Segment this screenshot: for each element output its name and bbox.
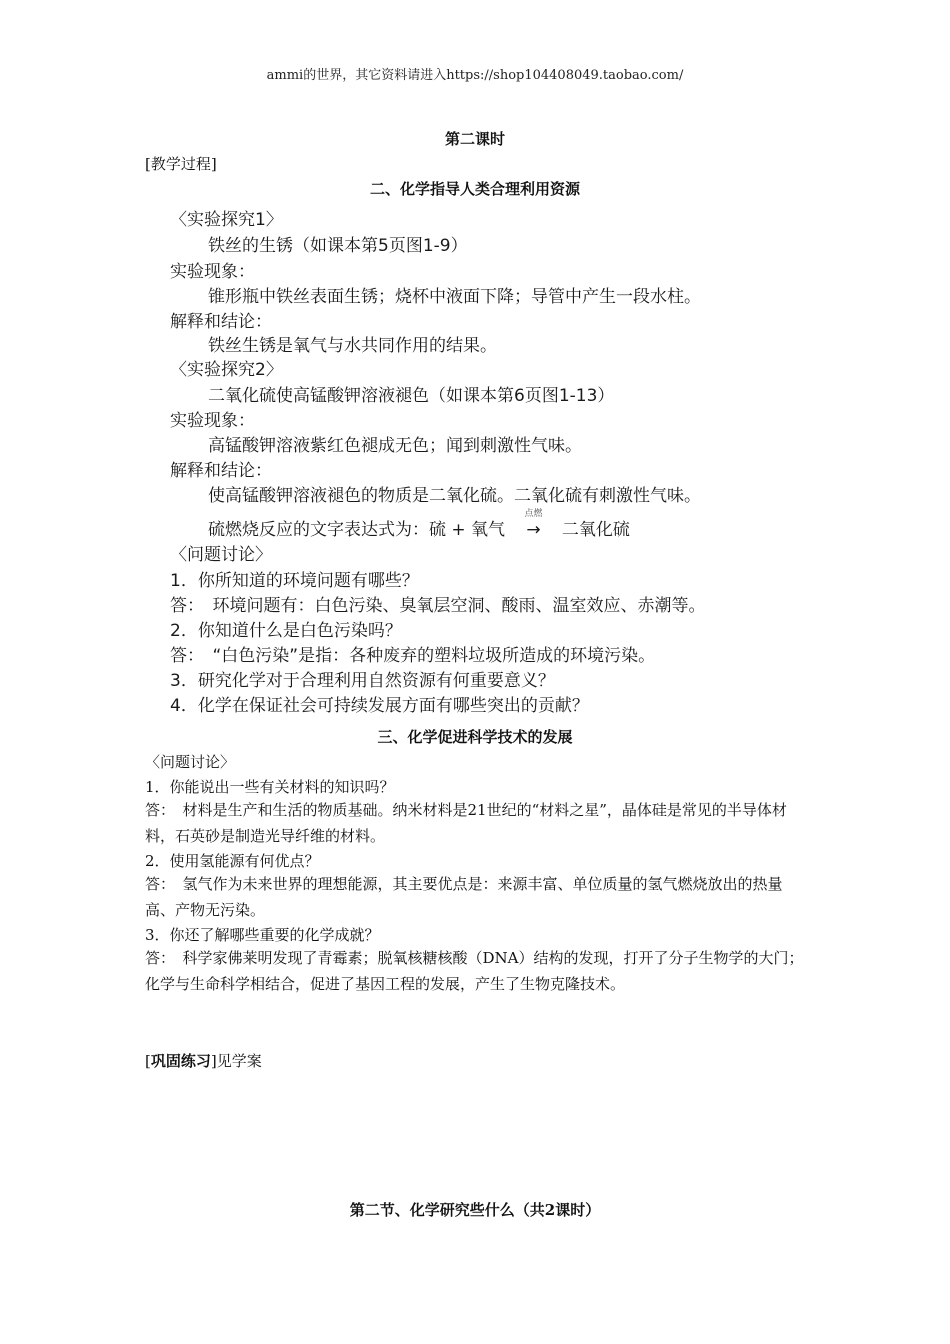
section3-a2: 答： 氢气作为未来世界的理想能源，其主要优点是：来源丰富、单位质量的氢气燃烧放出的热量高、产物无污染。: [145, 875, 783, 919]
section3-q1: 1．你能说出一些有关材料的知识吗？: [145, 778, 395, 796]
lesson-title: 第二课时: [444, 130, 505, 148]
practice-line: [145, 1050, 262, 1071]
equation-reactants: 硫 + 氧气: [429, 520, 506, 540]
exp1-conclusion: 铁丝生锈是氧气与水共同作用的结果。: [208, 336, 497, 356]
practice-bracket-open: [: [145, 1052, 151, 1070]
reaction-arrow: [510, 509, 556, 540]
exp2-content: 二氧化硫使高锰酸钾溶液褪色（如课本第6页图1-13）: [208, 386, 615, 406]
section3-q3: 3．你还了解哪些重要的化学成就？: [145, 926, 380, 944]
exp2-conclusion-label: 解释和结论：: [170, 461, 272, 481]
section2-title: 二、化学指导人类合理利用资源: [369, 180, 580, 198]
reaction-condition: 点燃: [524, 509, 543, 519]
teaching-process-label: [教学过程]: [145, 155, 217, 173]
equation-product: 二氧化硫: [561, 520, 630, 540]
page-header: ammi的世界，其它资料请进入https://shop104408049.taobao.com/: [266, 68, 684, 83]
section3-discussion-label: 〈问题讨论〉: [145, 753, 236, 771]
practice-bracket-close: ]: [210, 1052, 217, 1070]
exp2-phenomenon: 高锰酸钾溶液紫红色褪成无色；闻到刺激性气味。: [208, 436, 582, 456]
section2-q1: 1．你所知道的环境问题有哪些？: [170, 571, 419, 591]
section2-a2: 答： “白色污染”是指：各种废弃的塑料垃圾所造成的环境污染。: [170, 646, 656, 666]
exp1-phenomenon-label: 实验现象：: [170, 262, 255, 282]
equation-prefix: 硫燃烧反应的文字表达式为：: [208, 520, 429, 540]
next-section-title: 第二节、化学研究些什么（共2课时）: [349, 1201, 601, 1219]
exp2-label: 〈实验探究2〉: [170, 360, 283, 380]
practice-text: 见学案: [216, 1052, 262, 1070]
section3-title: 三、化学促进科学技术的发展: [377, 728, 573, 746]
combustion-equation: [208, 509, 630, 540]
exp1-content: 铁丝的生锈（如课本第5页图1-9）: [208, 236, 468, 256]
exp1-label: 〈实验探究1〉: [170, 210, 283, 230]
exp2-conclusion: 使高锰酸钾溶液褪色的物质是二氧化硫。二氧化硫有刺激性气味。: [208, 486, 701, 506]
section2-discussion-label: 〈问题讨论〉: [170, 545, 272, 565]
practice-label: 巩固练习: [150, 1052, 211, 1070]
exp1-phenomenon: 锥形瓶中铁丝表面生锈；烧杯中液面下降；导管中产生一段水柱。: [208, 287, 701, 307]
exp1-conclusion-label: 解释和结论：: [170, 312, 272, 332]
section2-q4: 4．化学在保证社会可持续发展方面有哪些突出的贡献？: [170, 696, 589, 716]
section3-a3: 答： 科学家佛莱明发现了青霉素；脱氧核糖核酸（DNA）结构的发现，打开了分子生物学的大门；化学与生命科学相结合，促进了基因工程的发展，产生了生物克隆技术。: [145, 949, 804, 993]
exp2-phenomenon-label: 实验现象：: [170, 411, 255, 431]
section3-a1: 答： 材料是生产和生活的物质基础。纳米材料是21世纪的“材料之星”，晶体硅是常见的半导体材料，石英砂是制造光导纤维的材料。: [145, 801, 787, 845]
section3-q2: 2．使用氢能源有何优点？: [145, 852, 320, 870]
section2-a1: 答： 环境问题有：白色污染、臭氧层空洞、酸雨、温室效应、赤潮等。: [170, 596, 706, 616]
section2-q2: 2．你知道什么是白色污染吗？: [170, 621, 402, 641]
section2-q3: 3．研究化学对于合理利用自然资源有何重要意义？: [170, 671, 555, 691]
arrow-glyph: →: [526, 520, 541, 540]
